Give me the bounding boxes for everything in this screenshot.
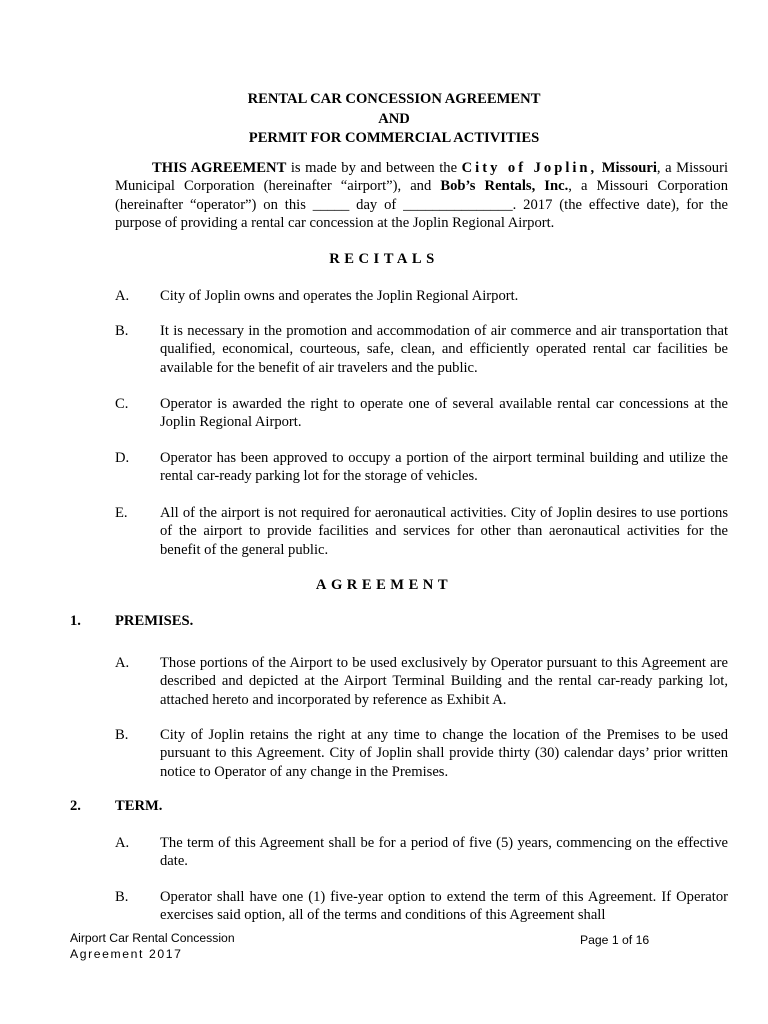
clause-letter: B. <box>115 889 129 905</box>
intro-paragraph <box>115 159 728 232</box>
recital-letter: B. <box>115 323 129 339</box>
section-number: 1. <box>70 613 81 629</box>
term-item-a <box>115 834 728 871</box>
recital-letter: A. <box>115 288 130 304</box>
clause-text: Operator shall have one (1) five-year option to extend the term of this Agreement. If Operator exercises said option, all of the terms and conditions of this Agreement shall <box>160 889 728 924</box>
footer-line-2: Agreement 2017 <box>70 946 183 961</box>
recital-text: City of Joplin owns and operates the Joplin Regional Airport. <box>160 288 519 304</box>
recital-item-b <box>115 322 728 377</box>
intro-text-1: is made by and between the <box>286 160 462 176</box>
recital-item-d <box>115 449 728 486</box>
footer-line-1: Airport Car Rental Concession <box>70 931 235 945</box>
intro-operator: Bob’s Rentals, Inc. <box>440 178 569 195</box>
recital-text: Operator is awarded the right to operate one of several available rental car concessions at the Joplin Regional Airport. <box>160 396 728 431</box>
title-line-2: AND <box>378 110 410 127</box>
clause-letter: B. <box>115 727 129 743</box>
recital-item-c <box>115 395 728 432</box>
clause-text: The term of this Agreement shall be for a period of five (5) years, commencing on the effective date. <box>160 835 728 870</box>
term-item-b <box>115 888 728 925</box>
recital-text: Operator has been approved to occupy a portion of the airport terminal building and utilize the rental car-ready parking lot for the storage of vehicles. <box>160 450 728 485</box>
intro-city: City of Joplin, <box>461 160 598 176</box>
recital-letter: D. <box>115 450 130 466</box>
intro-text-3: , a Missouri Corporation (hereinafter “operator”) on this _____ day of _______________. 2017 (the effective date), for the purpose of providing a rental car concession at the Joplin Regional Airport. <box>115 178 728 231</box>
premises-item-a <box>115 654 728 709</box>
premises-item-b <box>115 726 728 781</box>
recital-letter: E. <box>115 505 128 521</box>
section-heading-premises <box>70 612 193 630</box>
section-number: 2. <box>70 798 81 814</box>
recital-item-a <box>115 287 728 305</box>
recital-text: It is necessary in the promotion and accommodation of air commerce and air transportation that qualified, economical, courteous, safe, clean, and efficiently operated rental car facilities be available for the benefit of air travelers and the public. <box>160 323 728 376</box>
section-title: PREMISES. <box>115 613 194 629</box>
recitals-heading: RECITALS <box>329 251 439 267</box>
clause-letter: A. <box>115 835 130 851</box>
document-title-block <box>0 90 768 149</box>
footer-document-name <box>70 931 235 962</box>
page-number: Page 1 of 16 <box>580 933 650 947</box>
agreement-heading: AGREEMENT <box>315 577 453 593</box>
clause-letter: A. <box>115 655 130 671</box>
intro-text-2: , a Missouri Municipal Corporation (hereinafter “airport”), and <box>115 160 729 195</box>
recital-letter: C. <box>115 396 129 412</box>
clause-text: City of Joplin retains the right at any time to change the location of the Premises to be used pursuant to this Agreement. City of Joplin shall provide thirty (30) calendar days’ prior written notice to Operator of any change in the Premises. <box>160 727 728 780</box>
title-line-3: PERMIT FOR COMMERCIAL ACTIVITIES <box>248 130 540 146</box>
clause-text: Those portions of the Airport to be used exclusively by Operator pursuant to this Agreement are described and depicted at the Airport Terminal Building and the rental car-ready parking lot, attached hereto and incorporated by reference as Exhibit A. <box>160 655 728 708</box>
intro-lead: THIS AGREEMENT <box>152 160 287 176</box>
section-heading-term <box>70 797 162 815</box>
section-title: TERM. <box>115 798 163 814</box>
recital-item-e <box>115 504 728 559</box>
intro-state: Missouri <box>597 160 657 176</box>
recital-text: All of the airport is not required for aeronautical activities. City of Joplin desires to use portions of the airport to provide facilities and services for other than aeronautical activities for the benefit of the general public. <box>160 505 728 558</box>
title-line-1: RENTAL CAR CONCESSION AGREEMENT <box>247 91 541 107</box>
